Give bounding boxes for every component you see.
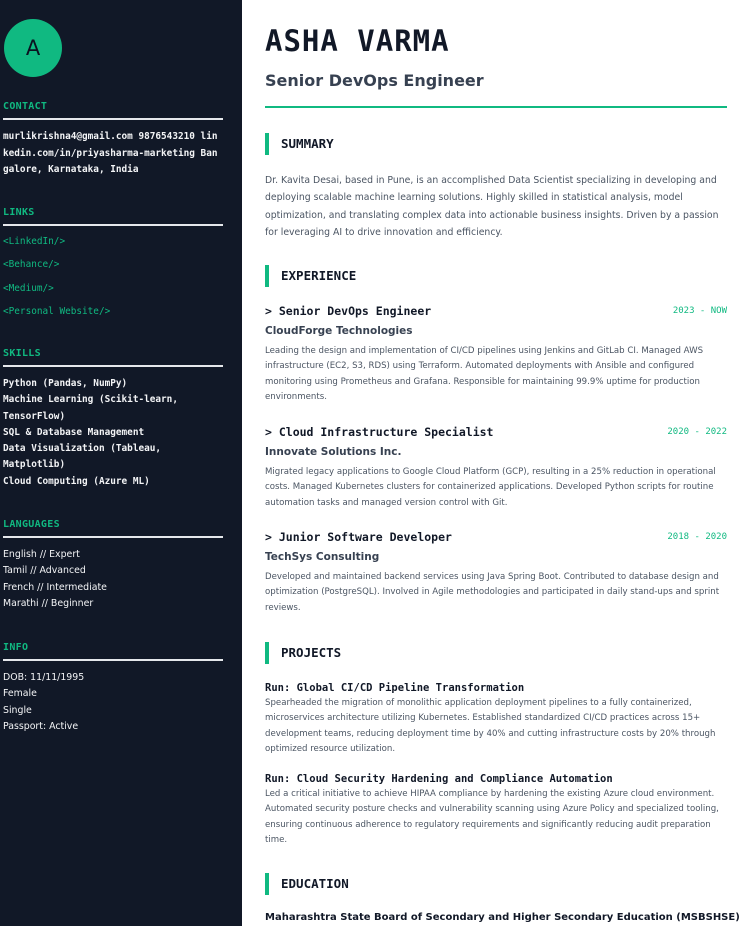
language-item: French // Intermediate (3, 581, 107, 593)
project-description: Led a critical initiative to achieve HIPAA compliance by hardening the existing Azure cloud environment. Automated security posture checks and vulnerability scanning using Azure Policy and specialized tooling, ensuring continuous adherence to regulatory requirements and significantly reducing audit preparation time. (265, 789, 719, 846)
link-medium[interactable]: <Medium/> (3, 282, 54, 294)
skill-item: SQL & Database Management (3, 426, 145, 438)
job-company: Innovate Solutions Inc. (265, 446, 402, 458)
languages-section (3, 519, 223, 612)
info-item: Single (3, 704, 32, 716)
job-dates: 2020 - 2022 (667, 427, 727, 437)
skills-title: SKILLS (3, 348, 223, 367)
education-school: Maharashtra State Board of Secondary and Higher Secondary Education (MSBSHSE) (265, 912, 740, 923)
links-section (3, 207, 223, 323)
job-company: TechSys Consulting (265, 551, 380, 563)
skill-item: Python (Pandas, NumPy) (3, 378, 128, 389)
language-item: Tamil // Advanced (3, 565, 86, 577)
avatar: A (4, 19, 62, 77)
job-entry (265, 304, 727, 406)
project-description: Spearheaded the migration of monolithic application deployment pipelines to a fully containerized, microservices architecture utilizing Kubernetes. Established standardized CI/CD practices across 15+ development teams, reducing deployment time by 40% and cutting infrastructure costs by 20% through optimized resource utilization. (265, 698, 716, 755)
link-linkedin[interactable]: <LinkedIn/> (3, 236, 66, 247)
job-description: Leading the design and implementation of CI/CD pipelines using Jenkins and GitLab CI. Managed AWS infrastructure (EC2, S3, RDS) using Terraform. Automated deployments with Ansible and configured monitoring using Prometheus and Grafana. Responsible for maintaining 99.9% uptime for production environments. (265, 346, 704, 403)
candidate-name: ASHA VARMA (265, 24, 450, 58)
languages-title: LANGUAGES (3, 519, 223, 538)
link-personal-website[interactable]: <Personal Website/> (3, 305, 111, 317)
job-dates: 2023 - NOW (672, 306, 727, 316)
project-entry (265, 773, 727, 849)
job-title: > Cloud Infrastructure Specialist (265, 425, 494, 439)
experience-heading: EXPERIENCE (265, 265, 727, 287)
job-company: CloudForge Technologies (265, 325, 413, 337)
job-entry (265, 530, 727, 616)
skill-item: Cloud Computing (Azure ML) (3, 475, 150, 487)
project-entry (265, 682, 727, 758)
candidate-role: Senior DevOps Engineer (265, 71, 484, 90)
summary-text: Dr. Kavita Desai, based in Pune, is an accomplished Data Scientist specializing in developing and deploying scalable machine learning solutions. Highly skilled in statistical analysis, model optimization, and translating complex data into actionable business insights. Driven by a passion for leveraging AI to drive innovation and efficiency. (265, 175, 719, 238)
info-item: Female (3, 688, 37, 700)
info-item: Passport: Active (3, 720, 79, 732)
contact-text: murlikrishna4@gmail.com 9876543210 linkedin.com/in/priyasharma-marketing Bangalore, Karnataka, India (3, 131, 218, 175)
language-item: English // Expert (3, 549, 80, 560)
skill-item: Data Visualization (Tableau, Matplotlib) (3, 443, 162, 471)
links-title: LINKS (3, 207, 223, 226)
header-divider (265, 106, 727, 108)
contact-title: CONTACT (3, 101, 223, 120)
summary-heading: SUMMARY (265, 133, 727, 155)
info-item: DOB: 11/11/1995 (3, 672, 85, 683)
projects-heading: PROJECTS (265, 642, 727, 664)
sidebar (0, 0, 242, 926)
job-title: > Senior DevOps Engineer (265, 304, 432, 318)
link-behance[interactable]: <Behance/> (3, 259, 60, 271)
contact-section (3, 101, 223, 179)
skills-section (3, 348, 223, 490)
job-description: Developed and maintained backend services using Java Spring Boot. Contributed to database design and optimization (PostgreSQL). Involved in Agile methodologies and participated in daily stand-ups and sprint reviews. (265, 572, 720, 613)
skill-item: Machine Learning (Scikit-learn, TensorFlow) (3, 394, 178, 422)
language-item: Marathi // Beginner (3, 597, 94, 609)
project-title: Run: Global CI/CD Pipeline Transformation (265, 682, 525, 694)
job-entry (265, 425, 727, 511)
job-description: Migrated legacy applications to Google Cloud Platform (GCP), resulting in a 25% reduction in operational costs. Managed Kubernetes clusters for containerized applications. Developed Python scripts for routine automation tasks and managed version control with Git. (265, 467, 716, 508)
education-heading: EDUCATION (265, 873, 727, 895)
info-section (3, 642, 223, 735)
job-dates: 2018 - 2020 (667, 532, 727, 542)
info-title: INFO (3, 642, 223, 661)
job-title: > Junior Software Developer (265, 530, 452, 544)
project-title: Run: Cloud Security Hardening and Compliance Automation (265, 773, 613, 785)
